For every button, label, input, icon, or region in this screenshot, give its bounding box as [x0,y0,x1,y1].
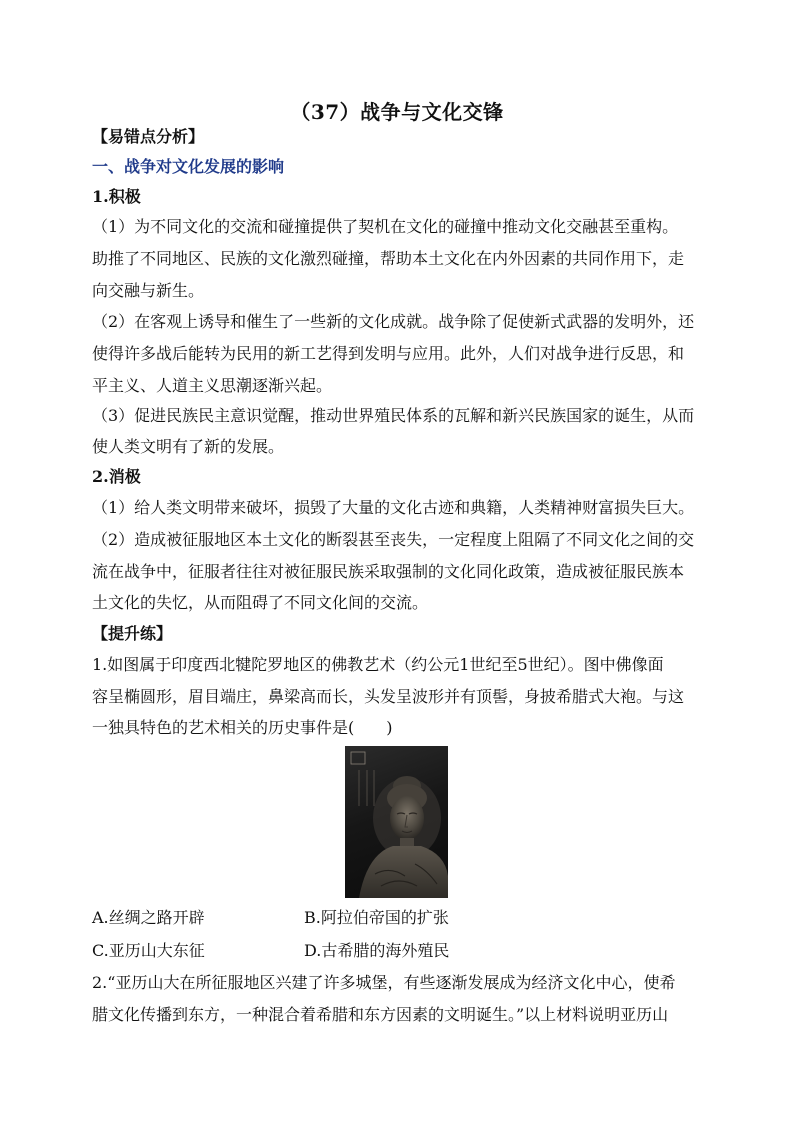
question-2-line: 2.“亚历山大在所征服地区兴建了许多城堡，有些逐渐发展成为经济文化中心，使希 [92,973,676,992]
buddha-statue-illustration [345,746,448,898]
section-practice-heading: 【提升练】 [92,624,173,643]
document-title: （37）战争与文化交锋 [290,100,504,124]
question-1-options-row-2 [92,940,712,962]
paragraph-line: 平主义、人道主义思潮逐渐兴起。 [92,376,333,395]
option-c[interactable]: C.亚历山大东征 [92,941,205,960]
paragraph-line: （1）为不同文化的交流和碰撞提供了契机在文化的碰撞中推动文化交融甚至重构。 [92,217,679,236]
paragraph-line: （2）在客观上诱导和催生了一些新的文化成就。战争除了促使新式武器的发明外，还 [92,312,695,331]
question-2-line: 腊文化传播到东方，一种混合着希腊和东方因素的文明诞生。”以上材料说明亚历山 [92,1005,669,1024]
paragraph-line: 向交融与新生。 [92,281,205,300]
paragraph-line: 土文化的失忆，从而阻碍了不同文化间的交流。 [92,593,429,612]
gandhara-buddha-image [345,746,448,898]
paragraph-line: 助推了不同地区、民族的文化激烈碰撞，帮助本土文化在内外因素的共同作用下，走 [92,249,685,268]
option-b[interactable]: B.阿拉伯帝国的扩张 [304,908,449,927]
heading-war-culture-impact: 一、战争对文化发展的影响 [92,157,285,176]
question-1-line: 容呈椭圆形，眉目端庄，鼻梁高而长，头发呈波形并有顶髻，身披希腊式大袍。与这 [92,687,685,706]
positive-heading: 1.积极 [92,187,141,206]
question-1-options-row-1 [92,907,712,929]
paragraph-line: 使得许多战后能转为民用的新工艺得到发明与应用。此外，人们对战争进行反思，和 [92,344,685,363]
option-a[interactable]: A.丝绸之路开辟 [92,908,205,927]
option-d[interactable]: D.古希腊的海外殖民 [304,941,450,960]
paragraph-line: （2）造成被征服地区本土文化的断裂甚至丧失，一定程度上阻隔了不同文化之间的交 [92,530,695,549]
question-1-line: 一独具特色的艺术相关的历史事件是( ) [92,718,393,737]
section-analysis-heading: 【易错点分析】 [92,127,205,146]
question-1-line: 1.如图属于印度西北犍陀罗地区的佛教艺术（约公元1世纪至5世纪）。图中佛像面 [92,655,664,674]
paragraph-line: 流在战争中，征服者往往对被征服民族采取强制的文化同化政策，造成被征服民族本 [92,562,685,581]
paragraph-line: 使人类文明有了新的发展。 [92,437,285,456]
paragraph-line: （3）促进民族民主意识觉醒，推动世界殖民体系的瓦解和新兴民族国家的诞生，从而 [92,406,695,425]
paragraph-line: （1）给人类文明带来破坏，损毁了大量的文化古迹和典籍，人类精神财富损失巨大。 [92,498,695,517]
negative-heading: 2.消极 [92,467,141,486]
